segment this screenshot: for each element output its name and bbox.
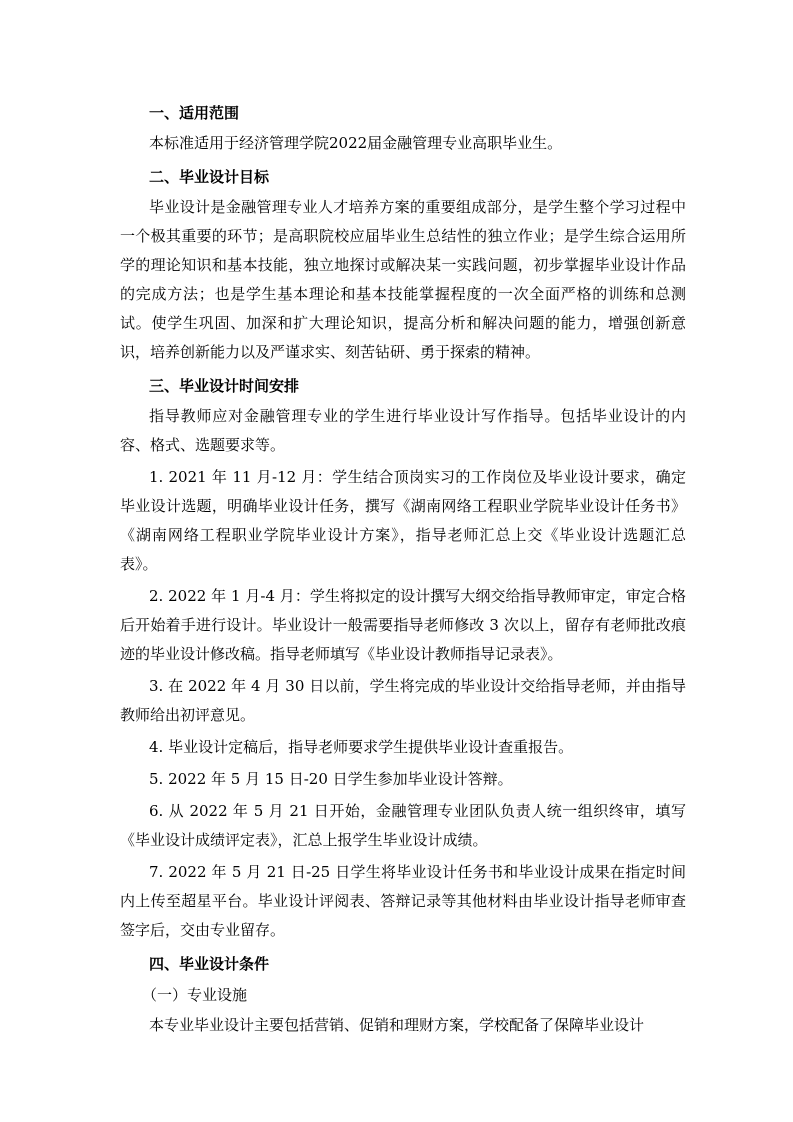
goals-paragraph: 毕业设计是金融管理专业人才培养方案的重要组成部分，是学生整个学习过程中一个极其重要的环节；是高职院校应届毕业生总结性的独立作业；是学生综合运用所学的理论知识和基本技能，独立地探讨或解决某一实践问题，初步掌握毕业设计作品的完成方法；也是学生基本理论和基本技能掌握程度的一次全面严格的训练和总测试。使学生巩固、加深和扩大理论知识，提高分析和解决问题的能力，增强创新意识，培养创新能力以及严谨求实、刻苦钻研、勇于探索的精神。 [120,198,686,361]
subsection-heading-facilities: （一）专业设施 [142,986,248,1004]
section-heading-schedule: 三、毕业设计时间安排 [149,377,300,395]
schedule-item-6: 6. 从 2022 年 5 月 21 日开始，金融管理专业团队负责人统一组织终审，填写《毕业设计成绩评定表》，汇总上报学生毕业设计成绩。 [120,802,686,849]
scope-paragraph: 本标准适用于经济管理学院2022届金融管理专业高职毕业生。 [149,134,563,152]
schedule-item-2: 2. 2022 年 1 月-4 月：学生将拟定的设计撰写大纲交给指导教师审定，审定合格后开始着手进行设计。毕业设计一般需要指导老师修改 3 次以上，留存有老师批改痕迹的毕业设计修改稿。指导老师填写《毕业设计教师指导记录表》。 [120,587,686,663]
schedule-item-1: 1. 2021 年 11 月-12 月：学生结合顶岗实习的工作岗位及毕业设计要求，确定毕业设计选题，明确毕业设计任务，撰写《湖南网络工程职业学院毕业设计任务书》《湖南网络工程职业学院毕业设计方案》，指导老师汇总上交《毕业设计选题汇总表》。 [120,468,686,573]
schedule-intro-paragraph: 指导教师应对金融管理专业的学生进行毕业设计写作指导。包括毕业设计的内容、格式、选题要求等。 [120,407,686,454]
schedule-item-3: 3. 在 2022 年 4 月 30 日以前，学生将完成的毕业设计交给指导老师，并由指导教师给出初评意见。 [120,677,686,724]
schedule-item-5: 5. 2022 年 5 月 15 日-20 日学生参加毕业设计答辩。 [149,770,513,788]
schedule-item-4: 4. 毕业设计定稿后，指导老师要求学生提供毕业设计查重报告。 [149,738,574,756]
section-heading-goals: 二、毕业设计目标 [149,168,270,186]
facilities-paragraph: 本专业毕业设计主要包括营销、促销和理财方案，学校配备了保障毕业设计 [149,1016,645,1034]
schedule-item-7: 7. 2022 年 5 月 21 日-25 日学生将毕业设计任务书和毕业设计成果在指定时间内上传至超星平台。毕业设计评阅表、答辩记录等其他材料由毕业设计指导老师审查签字后，交由专业留存。 [120,863,686,939]
section-heading-scope: 一、适用范围 [149,104,240,122]
document-page [120,97,686,1043]
section-heading-conditions: 四、毕业设计条件 [149,955,270,973]
